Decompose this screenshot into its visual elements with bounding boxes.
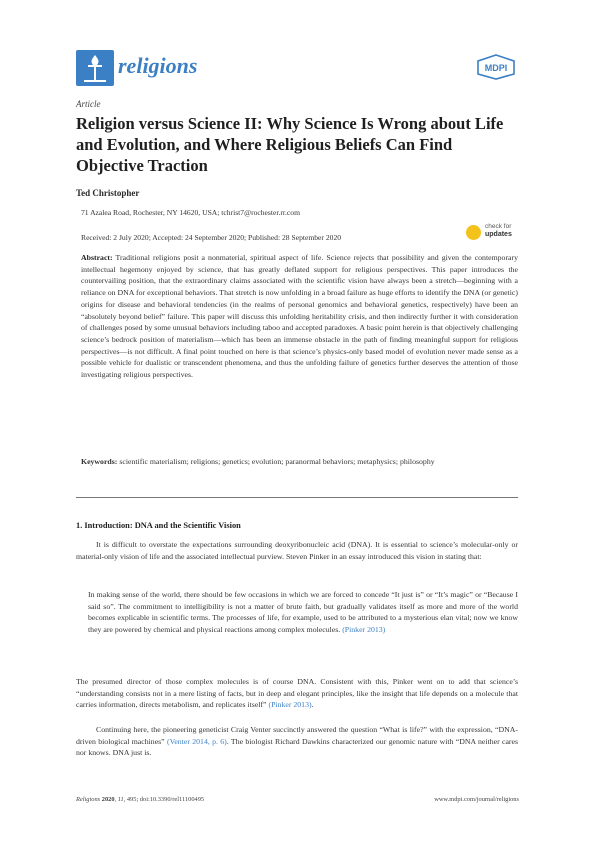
keywords-label: Keywords: (81, 457, 118, 466)
footer-doi: , 495; doi:10.3390/rel11100495 (123, 796, 205, 803)
check-for-updates-button[interactable] (466, 222, 526, 246)
paragraph-3-text-end: . The biologist Richard Dawkins characterized our genomic nature with “DNA neither cares nor knows. DNA just is. (76, 736, 519, 758)
footer-year: 2020 (101, 796, 115, 803)
quote-text: In making sense of the world, there should be few occasions in which we are forced to concede “It just is” or “It’s magic” or “Because I said so”. The commitment to intelligibility is not a matter of brute faith, but gradually validates itself as more and more of the world becomes explicable in scientific terms. The processes of life, for example, used to be attributed to a mysterious elan vital; now we know they are powered by chemical and physical reactions among complex molecules. (88, 590, 518, 635)
check-updates-line1: check for (485, 223, 512, 230)
citation-link[interactable]: (Pinker 2013) (342, 625, 386, 635)
abstract (81, 252, 518, 381)
abstract-label: Abstract: (81, 253, 113, 262)
footer-volume: 11 (117, 796, 124, 803)
footer-citation: Religions 2020, 11, 495; doi:10.3390/rel11100495 (76, 796, 205, 803)
publication-dates: Received: 2 July 2020; Accepted: 24 September 2020; Published: 28 September 2020 (81, 233, 342, 242)
article-type: Article (76, 99, 101, 109)
paragraph-3-text: Continuing here, the pioneering geneticist Craig Venter succinctly answered the question “What is life?” with the expression, “DNA-driven biological machines” (76, 725, 518, 746)
footer-journal: Religions (76, 796, 101, 803)
check-updates-icon (466, 225, 481, 240)
journal-logo-icon (76, 50, 114, 86)
author-affiliation: 71 Azalea Road, Rochester, NY 14620, USA; tchrist7@rochester.rr.com (81, 208, 300, 217)
footer-url[interactable]: www.mdpi.com/journal/religions (434, 796, 519, 803)
paragraph-2-text: The presumed director of those complex molecules is of course DNA. Consistent with this, Pinker went on to add that science’s “understanding consists not in a mere listing of facts, but in deep and elegant principles, like the insight that life depends on a molecule that carries information, directs metabolism, and replicates itself” (76, 677, 518, 710)
section-divider (76, 497, 518, 498)
check-updates-line2: updates (485, 230, 512, 238)
citation-link[interactable]: (Pinker 2013) (268, 700, 312, 710)
block-quote (88, 589, 518, 636)
abstract-text: Traditional religions posit a nonmaterial, spiritual aspect of life. Science rejects that possibility and given the contemporary intellectual hegemony enjoyed by science, that has greatly deflated support for religious perspectives. This paper introduces the countervailing position, that the extraordinary claims associated with the scientific vision have always been a stretch—beginning with a reliance on DNA for exceptional behaviors. That stretch is now unfolding in a broad failure as huge efforts to identify the DNA (or genetic) origins for disease and behavioral tendencies (in the realms of personal genomics and behavioral genetics, respectively) have been an “absolutely beyond belief” failure. This paper will discuss this unfolding heritability crisis, and then indirectly further it with consideration of challenges posed by some unusual behaviors including taboo and accepted paradoxes. A basic point herein is that objectively challenging science’s bedrock position of materialism—which has been an immense obstacle in the path of finding meaningful support for religious perspectives—is not difficult. A final point touched on here is that science’s physics-only based model of evolution never made sense as a possible vehicle for dualistic or transcendent phenomena, and thus the unfolding failure of genetics further deserves the attention of those investigating religious perspectives. (81, 253, 518, 380)
paragraph-1: It is difficult to overstate the expectations surrounding deoxyribonucleic acid (DNA). It is essential to science’s molecular-only or material-only vision of life and the associated intellectual purview. Steven Pinker in an essay introduced this vision in stating that: (76, 540, 518, 561)
author-name: Ted Christopher (76, 188, 140, 198)
citation-link[interactable]: (Venter 2014, p. 6) (166, 736, 227, 746)
journal-name: religions (118, 53, 198, 78)
keywords-text: scientific materialism; religions; genetics; evolution; paranormal behaviors; metaphysics; philosophy (119, 457, 435, 466)
mdpi-logo-text: MDPI (484, 63, 508, 73)
article-title: Religion versus Science II: Why Science Is Wrong about Life and Evolution, and Where Religious Beliefs Can Find Objective Traction (76, 114, 504, 175)
keywords (81, 456, 518, 468)
mdpi-logo-icon (475, 54, 517, 85)
paragraph-3 (76, 724, 518, 759)
paragraph-2-end: . (311, 700, 314, 710)
section-heading: 1. Introduction: DNA and the Scientific Vision (76, 521, 241, 530)
paragraph-2 (76, 676, 518, 711)
